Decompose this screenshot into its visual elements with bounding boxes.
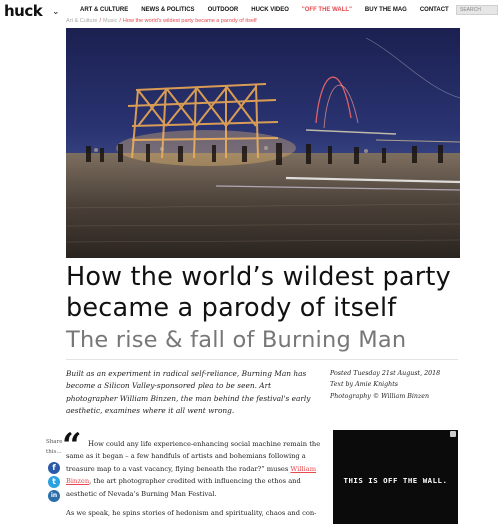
nav-item-contact[interactable]: CONTACT xyxy=(419,7,449,13)
advertisement[interactable] xyxy=(333,430,458,524)
twitter-icon[interactable]: t xyxy=(48,476,60,488)
breadcrumb-item-music[interactable]: Music xyxy=(103,18,118,24)
body-text-part-1: ow could any life experience-enhancing social machine remain the same as it began – a few handfuls of artists and bohemians following a treasure map to a vast vacancy, flying beneath the radar?” muses xyxy=(66,440,321,473)
nav-item-news-politics[interactable]: NEWS & POLITICS xyxy=(141,7,195,13)
body-text-part-2: , the art photographer credited with influencing the ethos and aesthetic of Nevada’s Burning Man Festival. xyxy=(66,477,301,498)
photographer-link[interactable]: William Binzen xyxy=(66,464,317,486)
nav-item-outdoor[interactable]: OUTDOOR xyxy=(207,7,239,13)
article-meta xyxy=(330,368,470,402)
quote-mark: “ xyxy=(62,426,82,466)
hero-image xyxy=(66,28,460,258)
nav-links xyxy=(80,7,462,13)
body-paragraph-1 xyxy=(66,438,324,500)
page-subtitle: The rise & fall of Burning Man xyxy=(66,327,407,353)
breadcrumb-current: How the world's wildest party became a parody of itself xyxy=(122,18,257,24)
photo-credit: Photography © William Binzen xyxy=(330,392,430,400)
breadcrumb-item-art-culture[interactable]: Art & Culture xyxy=(66,18,98,24)
share-label: Share this... xyxy=(46,439,63,455)
site-logo[interactable]: huck xyxy=(4,2,43,20)
posted-date: Posted Tuesday 21st August, 2018 xyxy=(330,370,441,377)
chevron-down-icon[interactable]: ⌄ xyxy=(52,6,60,16)
body-paragraph-2: As we speak, he spins stories of hedonism and spirituality, chaos and con- xyxy=(66,509,317,517)
page-title: How the world’s wildest party became a parody of itself xyxy=(66,262,451,323)
search-input[interactable]: SEARCH xyxy=(456,5,498,15)
divider xyxy=(66,359,458,360)
nav-item-off-the-wall[interactable]: "OFF THE WALL" xyxy=(301,7,352,13)
ad-choices-icon[interactable] xyxy=(450,431,456,437)
facebook-icon[interactable]: f xyxy=(48,462,60,474)
breadcrumb xyxy=(66,18,257,24)
linkedin-icon[interactable]: in xyxy=(48,490,60,502)
breadcrumb-separator: / xyxy=(119,18,121,24)
nav-item-buy-the-mag[interactable]: BUY THE MAG xyxy=(364,7,407,13)
dropcap: H xyxy=(88,440,95,448)
nav-item-huck-video[interactable]: HUCK VIDEO xyxy=(251,7,289,13)
ad-text: THIS IS OFF THE WALL. xyxy=(343,476,448,485)
breadcrumb-separator: / xyxy=(99,18,102,24)
standfirst: Built as an experiment in radical self-reliance, Burning Man has become a Silicon Valley-sponsored plea to be seen. Art photographer William Binzen, the man behind the festival's early aesthetic, examines where it all went wrong. xyxy=(66,369,311,415)
nav-item-art-culture[interactable]: ART & CULTURE xyxy=(80,7,129,13)
author-credit: Text by Amie Knights xyxy=(330,381,398,389)
